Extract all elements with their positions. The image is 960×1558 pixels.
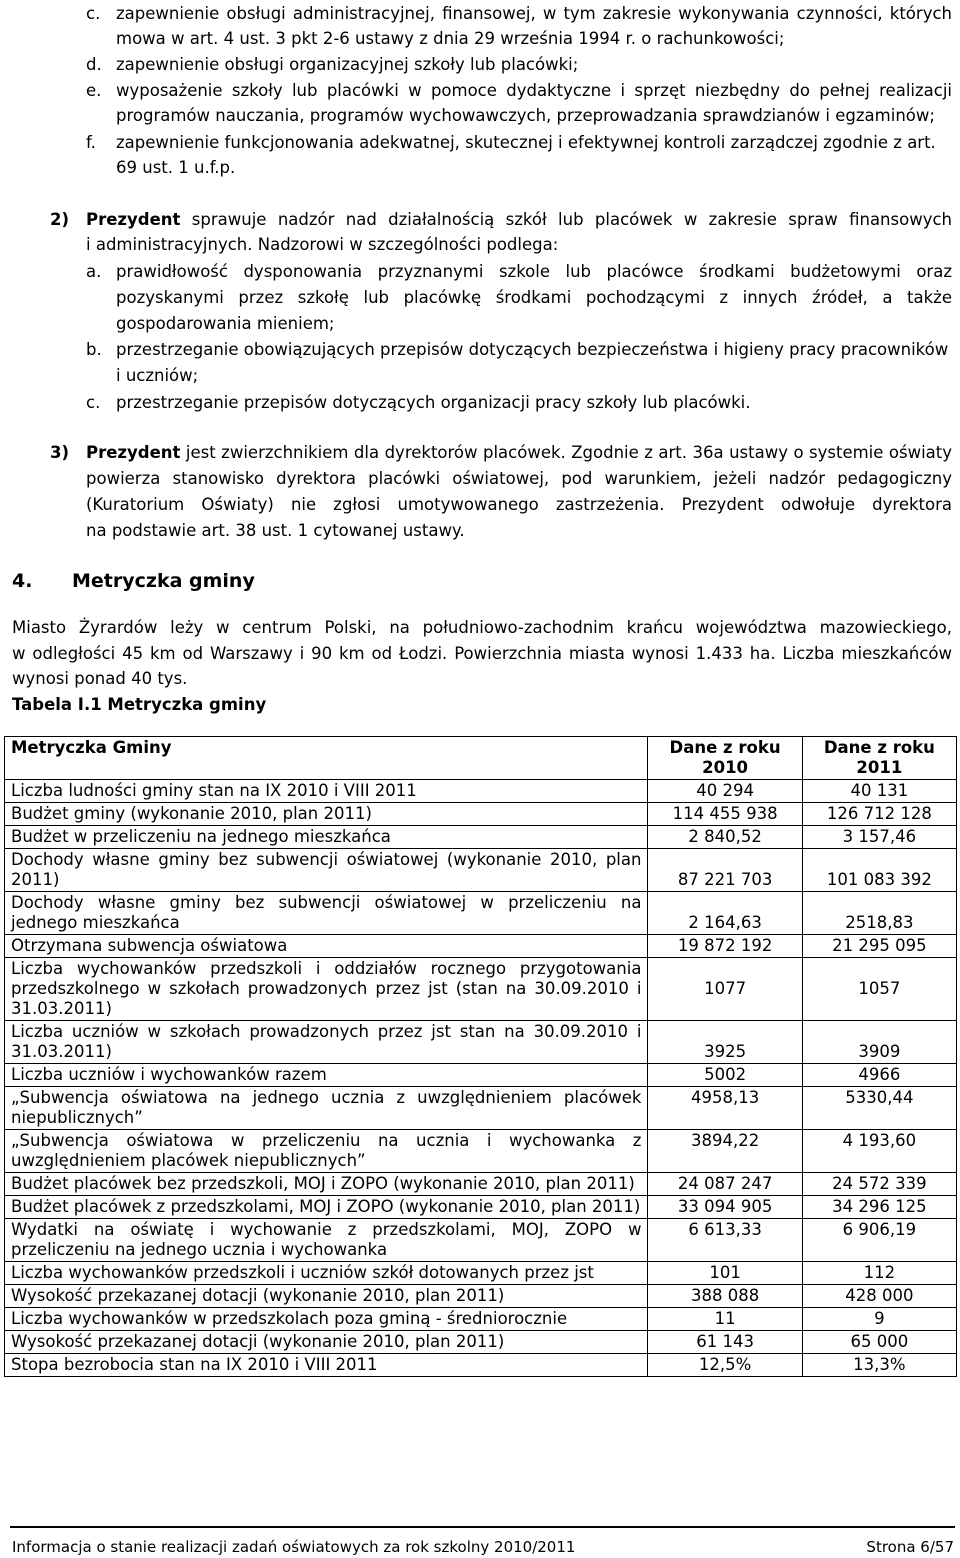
list-letter: c. bbox=[86, 393, 101, 412]
table-header-row bbox=[5, 737, 957, 780]
table-row bbox=[5, 1130, 957, 1173]
point-text: (Kuratorium Oświaty) nie zgłosi umotywowanego zastrzeżenia. Prezydent odwołuje dyrektora bbox=[86, 495, 952, 514]
point-text: i administracyjnych. Nadzorowi w szczególności podlega: bbox=[86, 235, 559, 254]
point-text: powierza stanowisko dyrektora placówki oświatowej, pod warunkiem, jeżeli nadzór pedagogiczny bbox=[86, 469, 952, 488]
value-2011: 112 bbox=[802, 1262, 956, 1285]
value-2010: 388 088 bbox=[648, 1285, 802, 1308]
value-2011: 21 295 095 bbox=[802, 935, 956, 958]
point-text: Prezydent sprawuje nadzór nad działalnością szkół lub placówek w zakresie spraw finansowych bbox=[86, 210, 952, 229]
value-2011: 101 083 392 bbox=[802, 849, 956, 892]
row-label: Liczba uczniów w szkołach prowadzonych przez jst stan na 30.09.2010 i 31.03.2011) bbox=[5, 1021, 648, 1064]
list-text: przestrzeganie przepisów dotyczących organizacji pracy szkoły lub placówki. bbox=[116, 393, 751, 412]
intro-text: wynosi ponad 40 tys. bbox=[12, 669, 188, 688]
point-text: na podstawie art. 38 ust. 1 cytowanej ustawy. bbox=[86, 521, 465, 540]
section-title: Metryczka gminy bbox=[72, 570, 255, 592]
list-text: 69 ust. 1 u.f.p. bbox=[116, 158, 236, 177]
table-row bbox=[5, 826, 957, 849]
value-2011: 1057 bbox=[802, 958, 956, 1021]
value-2010: 5002 bbox=[648, 1064, 802, 1087]
row-label: Liczba wychowanków przedszkoli i uczniów szkół dotowanych przez jst bbox=[5, 1262, 648, 1285]
value-2010: 87 221 703 bbox=[648, 849, 802, 892]
value-2010: 11 bbox=[648, 1308, 802, 1331]
value-2010: 3894,22 bbox=[648, 1130, 802, 1173]
table-row bbox=[5, 1196, 957, 1219]
row-label: Wydatki na oświatę i wychowanie z przedszkolami, MOJ, ZOPO w przeliczeniu na jednego ucznia i wychowanka bbox=[5, 1219, 648, 1262]
table-row bbox=[5, 1354, 957, 1377]
list-letter: e. bbox=[86, 81, 102, 100]
value-2011: 4 193,60 bbox=[802, 1130, 956, 1173]
row-label: Liczba wychowanków w przedszkolach poza gminą - średniorocznie bbox=[5, 1308, 648, 1331]
table-row bbox=[5, 1219, 957, 1262]
table-row bbox=[5, 1331, 957, 1354]
table-row bbox=[5, 958, 957, 1021]
value-2010: 4958,13 bbox=[648, 1087, 802, 1130]
value-2010: 19 872 192 bbox=[648, 935, 802, 958]
value-2010: 6 613,33 bbox=[648, 1219, 802, 1262]
list-letter: b. bbox=[86, 340, 102, 359]
value-2011: 3909 bbox=[802, 1021, 956, 1064]
metryczka-table bbox=[4, 736, 957, 1377]
list-letter: d. bbox=[86, 55, 102, 74]
value-2011: 5330,44 bbox=[802, 1087, 956, 1130]
point-number: 3) bbox=[50, 443, 70, 462]
value-2011: 40 131 bbox=[802, 780, 956, 803]
row-label: Dochody własne gminy bez subwencji oświatowej w przeliczeniu na jednego mieszkańca bbox=[5, 892, 648, 935]
row-label: „Subwencja oświatowa na jednego ucznia z uwzględnieniem placówek niepublicznych” bbox=[5, 1087, 648, 1130]
row-label: Budżet placówek bez przedszkoli, MOJ i ZOPO (wykonanie 2010, plan 2011) bbox=[5, 1173, 648, 1196]
value-2010: 2 840,52 bbox=[648, 826, 802, 849]
list-text: zapewnienie obsługi administracyjnej, finansowej, w tym zakresie wykonywania czynności, których bbox=[116, 4, 952, 23]
row-label: „Subwencja oświatowa w przeliczeniu na ucznia i wychowanka z uwzględnieniem placówek niepublicznych” bbox=[5, 1130, 648, 1173]
value-2011: 126 712 128 bbox=[802, 803, 956, 826]
row-label: Liczba wychowanków przedszkoli i oddziałów rocznego przygotowania przedszkolnego w szkołach prowadzonych przez jst (stan na 30.09.2010 i 31.03.2011) bbox=[5, 958, 648, 1021]
list-text: zapewnienie obsługi organizacyjnej szkoły lub placówki; bbox=[116, 55, 579, 74]
list-text: pozyskanymi przez szkołę lub placówkę środkami pochodzącymi z innych źródeł, a także bbox=[116, 288, 952, 307]
value-2010: 2 164,63 bbox=[648, 892, 802, 935]
list-text: prawidłowość dysponowania przyznanymi szkole lub placówce środkami budżetowymi oraz bbox=[116, 262, 952, 281]
list-text: gospodarowania mieniem; bbox=[116, 314, 335, 333]
list-letter: a. bbox=[86, 262, 102, 281]
value-2010: 1077 bbox=[648, 958, 802, 1021]
point-text: Prezydent jest zwierzchnikiem dla dyrektorów placówek. Zgodnie z art. 36a ustawy o systemie oświaty bbox=[86, 443, 953, 462]
table-row bbox=[5, 935, 957, 958]
list-text: wyposażenie szkoły lub placówki w pomoce dydaktyczne i sprzęt niezbędny do pełnej realizacji bbox=[116, 81, 952, 100]
intro-text: Miasto Żyrardów leży w centrum Polski, na południowo-zachodnim krańcu województwa mazowieckiego, bbox=[12, 618, 952, 637]
table-row bbox=[5, 1308, 957, 1331]
footer-title: Informacja o stanie realizacji zadań oświatowych za rok szkolny 2010/2011 bbox=[12, 1538, 576, 1556]
header-cell: Dane z roku 2010 bbox=[648, 737, 802, 780]
table-row bbox=[5, 1064, 957, 1087]
table-row bbox=[5, 780, 957, 803]
value-2011: 4966 bbox=[802, 1064, 956, 1087]
list-text: mowa w art. 4 ust. 3 pkt 2-6 ustawy z dnia 29 września 1994 r. o rachunkowości; bbox=[116, 29, 785, 48]
list-letter: f. bbox=[86, 133, 96, 152]
row-label: Dochody własne gminy bez subwencji oświatowej (wykonanie 2010, plan 2011) bbox=[5, 849, 648, 892]
value-2010: 61 143 bbox=[648, 1331, 802, 1354]
footer-divider bbox=[10, 1526, 955, 1528]
section-number: 4. bbox=[12, 570, 33, 592]
value-2011: 13,3% bbox=[802, 1354, 956, 1377]
table-row bbox=[5, 1262, 957, 1285]
row-label: Otrzymana subwencja oświatowa bbox=[5, 935, 648, 958]
table-row bbox=[5, 1173, 957, 1196]
row-label: Wysokość przekazanej dotacji (wykonanie 2010, plan 2011) bbox=[5, 1331, 648, 1354]
table-row bbox=[5, 849, 957, 892]
value-2011: 2518,83 bbox=[802, 892, 956, 935]
value-2011: 24 572 339 bbox=[802, 1173, 956, 1196]
page-number: Strona 6/57 bbox=[866, 1538, 954, 1556]
row-label: Liczba uczniów i wychowanków razem bbox=[5, 1064, 648, 1087]
table-caption: Tabela I.1 Metryczka gminy bbox=[12, 695, 267, 714]
table-row bbox=[5, 1021, 957, 1064]
value-2011: 65 000 bbox=[802, 1331, 956, 1354]
row-label: Budżet placówek z przedszkolami, MOJ i ZOPO (wykonanie 2010, plan 2011) bbox=[5, 1196, 648, 1219]
row-label: Liczba ludności gminy stan na IX 2010 i VIII 2011 bbox=[5, 780, 648, 803]
value-2010: 40 294 bbox=[648, 780, 802, 803]
value-2010: 24 087 247 bbox=[648, 1173, 802, 1196]
list-text: zapewnienie funkcjonowania adekwatnej, skutecznej i efektywnej kontroli zarządczej zgodnie z art. bbox=[116, 133, 936, 152]
list-letter: c. bbox=[86, 4, 101, 23]
value-2010: 3925 bbox=[648, 1021, 802, 1064]
table-row bbox=[5, 1087, 957, 1130]
value-2011: 9 bbox=[802, 1308, 956, 1331]
intro-text: w odległości 45 km od Warszawy i 90 km od Łodzi. Powierzchnia miasta wynosi 1.433 ha. Liczba mieszkańców bbox=[12, 644, 952, 663]
value-2011: 34 296 125 bbox=[802, 1196, 956, 1219]
value-2011: 6 906,19 bbox=[802, 1219, 956, 1262]
value-2010: 114 455 938 bbox=[648, 803, 802, 826]
value-2010: 101 bbox=[648, 1262, 802, 1285]
list-text: programów nauczania, programów wychowawczych, przeprowadzania sprawdzianów i egzaminów; bbox=[116, 106, 935, 125]
point-number: 2) bbox=[50, 210, 70, 229]
value-2010: 12,5% bbox=[648, 1354, 802, 1377]
table-row bbox=[5, 1285, 957, 1308]
value-2010: 33 094 905 bbox=[648, 1196, 802, 1219]
header-cell: Metryczka Gminy bbox=[5, 737, 648, 780]
row-label: Budżet gminy (wykonanie 2010, plan 2011) bbox=[5, 803, 648, 826]
row-label: Stopa bezrobocia stan na IX 2010 i VIII 2011 bbox=[5, 1354, 648, 1377]
header-cell: Dane z roku 2011 bbox=[802, 737, 956, 780]
value-2011: 3 157,46 bbox=[802, 826, 956, 849]
table-row bbox=[5, 803, 957, 826]
row-label: Wysokość przekazanej dotacji (wykonanie 2010, plan 2011) bbox=[5, 1285, 648, 1308]
list-text: i uczniów; bbox=[116, 366, 199, 385]
table-row bbox=[5, 892, 957, 935]
row-label: Budżet w przeliczeniu na jednego mieszkańca bbox=[5, 826, 648, 849]
value-2011: 428 000 bbox=[802, 1285, 956, 1308]
list-text: przestrzeganie obowiązujących przepisów dotyczących bezpieczeństwa i higieny pracy pracowników bbox=[116, 340, 949, 359]
